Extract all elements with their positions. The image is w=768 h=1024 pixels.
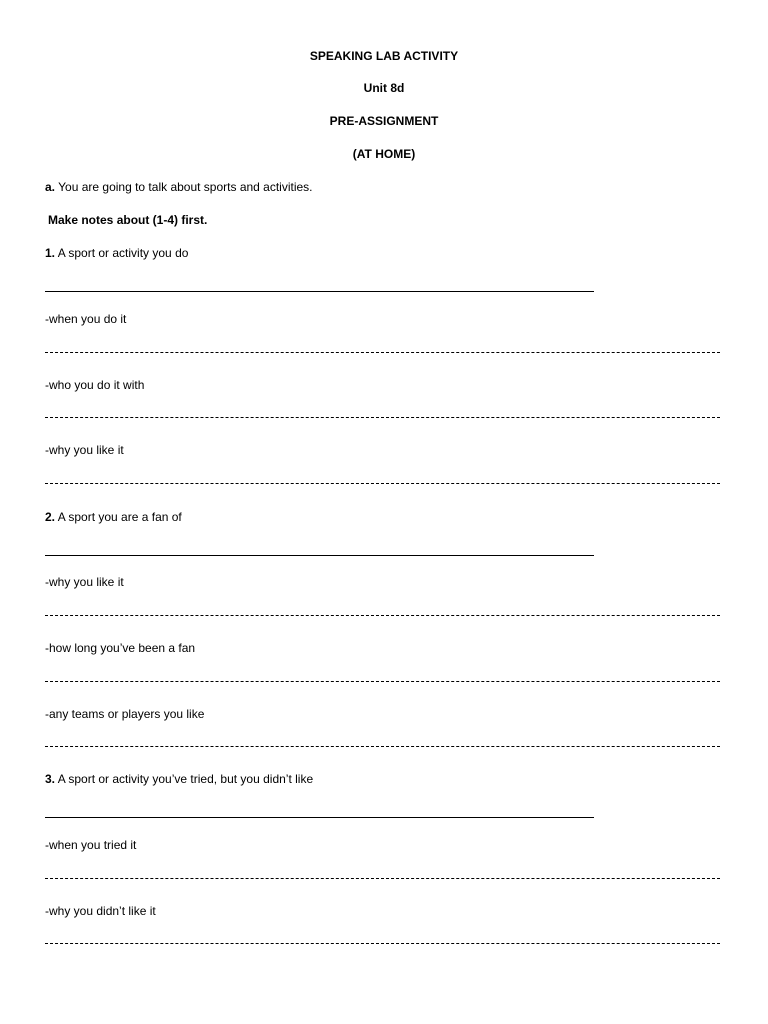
section-1-prompt-1-line[interactable] [45, 352, 720, 353]
section-2-title: A sport you are a fan of [55, 510, 182, 524]
section-1-answer-line[interactable] [45, 291, 594, 292]
intro-line [45, 180, 313, 194]
section-3-title: A sport or activity you’ve tried, but you didn’t like [55, 772, 314, 786]
section-1-heading [45, 246, 188, 260]
assignment-label: PRE-ASSIGNMENT [329, 114, 439, 128]
section-1-title: A sport or activity you do [55, 246, 189, 260]
section-3-prompt-2-line[interactable] [45, 943, 720, 944]
section-2-prompt-3: -any teams or players you like [45, 707, 205, 721]
section-1-prompt-1: -when you do it [45, 312, 127, 326]
section-3-prompt-1-line[interactable] [45, 878, 720, 879]
section-1-prompt-2: -who you do it with [45, 378, 145, 392]
intro-text: You are going to talk about sports and activities. [55, 180, 313, 194]
section-1-prompt-3-line[interactable] [45, 483, 720, 484]
section-2-answer-line[interactable] [45, 555, 594, 556]
section-3-prompt-2: -why you didn’t like it [45, 904, 156, 918]
section-3-answer-line[interactable] [45, 817, 594, 818]
intro-marker: a. [45, 180, 56, 194]
intro-instruction: Make notes about (1-4) first. [48, 213, 208, 227]
unit-label: Unit 8d [363, 81, 405, 95]
section-3-heading [45, 772, 313, 786]
section-2-heading [45, 510, 182, 524]
section-2-prompt-3-line[interactable] [45, 746, 720, 747]
section-2-number: 2. [45, 510, 56, 524]
section-3-prompt-1: -when you tried it [45, 838, 137, 852]
section-2-prompt-2-line[interactable] [45, 681, 720, 682]
section-2-prompt-1-line[interactable] [45, 615, 720, 616]
section-2-prompt-1: -why you like it [45, 575, 124, 589]
section-1-prompt-2-line[interactable] [45, 417, 720, 418]
section-1-prompt-3: -why you like it [45, 443, 124, 457]
location-label: (AT HOME) [352, 147, 416, 161]
section-3-number: 3. [45, 772, 56, 786]
section-1-number: 1. [45, 246, 56, 260]
worksheet-title: SPEAKING LAB ACTIVITY [309, 49, 459, 63]
section-2-prompt-2: -how long you’ve been a fan [45, 641, 196, 655]
